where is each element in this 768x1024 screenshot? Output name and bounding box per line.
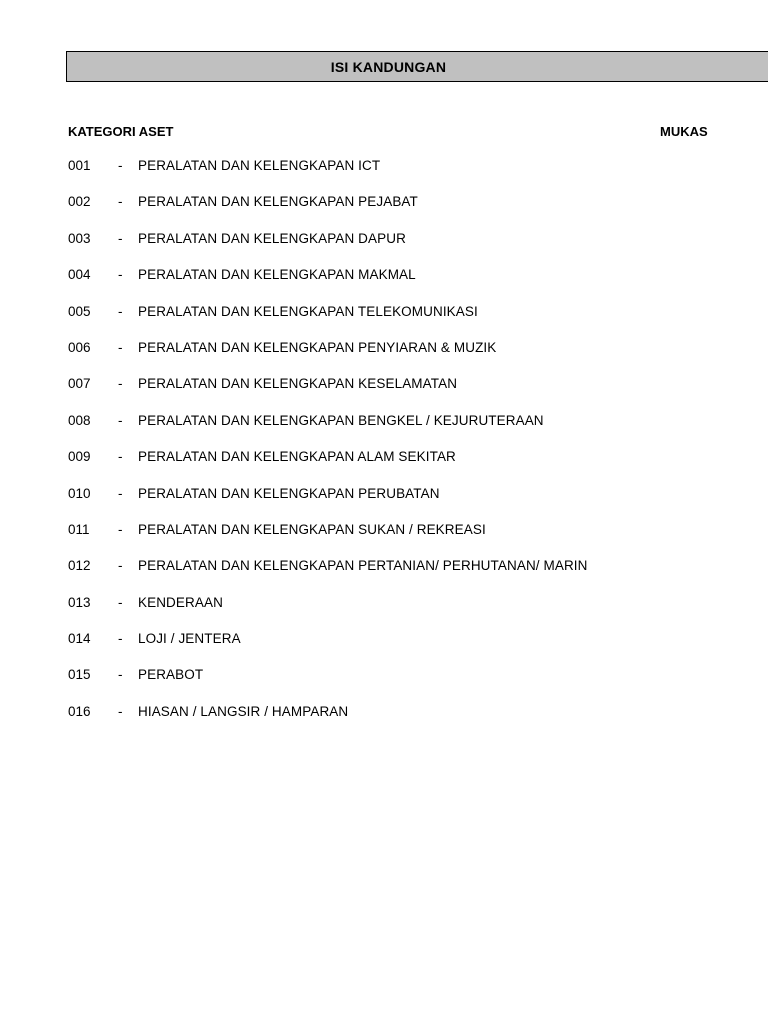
list-item <box>68 704 768 740</box>
header-page: MUKAS <box>660 124 708 139</box>
list-item <box>68 158 768 194</box>
item-label: HIASAN / LANGSIR / HAMPARAN <box>138 703 349 719</box>
item-label: PERALATAN DAN KELENGKAPAN PENYIARAN & MUZIK <box>138 339 497 355</box>
item-code: 009 <box>68 449 91 465</box>
list-item <box>68 667 768 703</box>
list-item <box>68 522 768 558</box>
item-label: PERALATAN DAN KELENGKAPAN PERUBATAN <box>138 485 440 501</box>
list-item <box>68 631 768 667</box>
item-label: PERALATAN DAN KELENGKAPAN MAKMAL <box>138 267 416 283</box>
list-item <box>68 304 768 340</box>
list-item <box>68 267 768 303</box>
item-code: 001 <box>68 158 91 173</box>
item-code: 015 <box>68 667 91 683</box>
title-banner <box>66 51 768 82</box>
item-code: 006 <box>68 339 91 355</box>
item-code: 004 <box>68 267 91 283</box>
contents-list <box>68 158 768 740</box>
list-item <box>68 595 768 631</box>
item-separator: - <box>118 194 123 210</box>
item-code: 007 <box>68 376 91 392</box>
item-separator: - <box>118 449 123 465</box>
item-label: PERALATAN DAN KELENGKAPAN PEJABAT <box>138 194 418 210</box>
item-label: PERALATAN DAN KELENGKAPAN ALAM SEKITAR <box>138 449 456 465</box>
item-separator: - <box>118 521 123 537</box>
item-code: 008 <box>68 412 91 428</box>
item-code: 003 <box>68 230 91 246</box>
list-item <box>68 231 768 267</box>
item-label: PERALATAN DAN KELENGKAPAN KESELAMATAN <box>138 376 458 392</box>
list-item <box>68 376 768 412</box>
list-item <box>68 340 768 376</box>
list-item <box>68 486 768 522</box>
item-separator: - <box>118 339 123 355</box>
item-separator: - <box>118 303 123 319</box>
item-code: 016 <box>68 703 91 719</box>
page-title: ISI KANDUNGAN <box>330 58 447 75</box>
item-code: 002 <box>68 194 91 210</box>
list-item <box>68 558 768 594</box>
item-label: PERABOT <box>138 667 204 683</box>
item-code: 012 <box>68 558 91 574</box>
item-code: 005 <box>68 303 91 319</box>
item-label: PERALATAN DAN KELENGKAPAN DAPUR <box>138 230 406 246</box>
item-label: PERALATAN DAN KELENGKAPAN BENGKEL / KEJURUTERAAN <box>138 412 544 428</box>
list-item <box>68 449 768 485</box>
item-separator: - <box>118 485 123 501</box>
item-separator: - <box>118 158 123 173</box>
item-code: 011 <box>68 521 90 537</box>
item-label: PERALATAN DAN KELENGKAPAN TELEKOMUNIKASI <box>138 303 478 319</box>
item-separator: - <box>118 667 123 683</box>
header-category: KATEGORI ASET <box>68 124 174 139</box>
item-separator: - <box>118 594 123 610</box>
item-separator: - <box>118 558 123 574</box>
item-label: PERALATAN DAN KELENGKAPAN SUKAN / REKREASI <box>138 521 486 537</box>
item-label: PERALATAN DAN KELENGKAPAN ICT <box>138 158 381 173</box>
item-code: 013 <box>68 594 91 610</box>
list-item <box>68 413 768 449</box>
item-separator: - <box>118 412 123 428</box>
table-header <box>68 124 768 142</box>
item-code: 010 <box>68 485 91 501</box>
item-separator: - <box>118 703 123 719</box>
item-separator: - <box>118 230 123 246</box>
item-separator: - <box>118 631 123 647</box>
item-separator: - <box>118 376 123 392</box>
list-item <box>68 194 768 230</box>
item-label: KENDERAAN <box>138 594 223 610</box>
item-label: PERALATAN DAN KELENGKAPAN PERTANIAN/ PERHUTANAN/ MARIN <box>138 558 588 574</box>
item-separator: - <box>118 267 123 283</box>
item-code: 014 <box>68 631 91 647</box>
item-label: LOJI / JENTERA <box>138 631 241 647</box>
